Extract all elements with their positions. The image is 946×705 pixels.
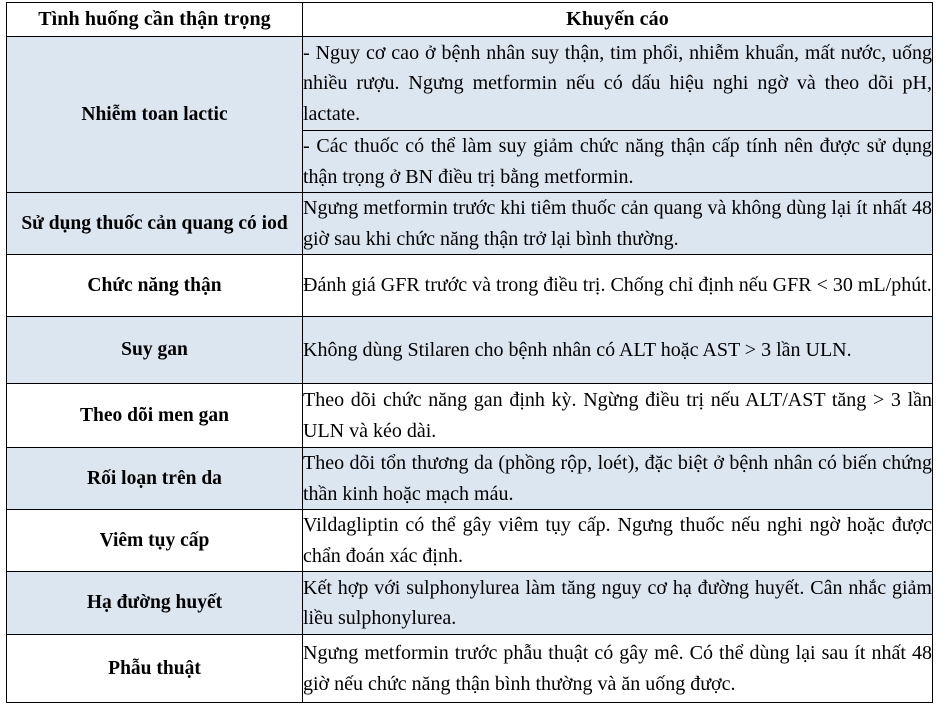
row-recommendation-skin-disorders: Theo dõi tổn thương da (phồng rộp, loét), đặc biệt ở bệnh nhân có biến chứng thần kinh hoặc mạch máu. (303, 448, 933, 510)
row-recommendation-surgery: Ngưng metformin trước phẫu thuật có gây mê. Có thể dùng lại sau ít nhất 48 giờ nếu chức năng thận bình thường và ăn uống được. (303, 635, 933, 703)
table-row (7, 317, 933, 384)
row-recommendation-hypoglycemia: Kết hợp với sulphonylurea làm tăng nguy cơ hạ đường huyết. Cân nhắc giảm liều sulphonylurea. (303, 572, 933, 635)
row-label-acute-pancreatitis: Viêm tụy cấp (7, 510, 303, 572)
row-recommendation-hepatic-impairment: Không dùng Stilaren cho bệnh nhân có ALT hoặc AST > 3 lần ULN. (303, 317, 933, 384)
table-row (7, 635, 933, 703)
table-row (7, 255, 933, 317)
table-header-row (7, 3, 933, 37)
row-recommendation-renal-function: Đánh giá GFR trước và trong điều trị. Chống chỉ định nếu GFR < 30 mL/phút. (303, 255, 933, 317)
table-body (7, 37, 933, 703)
row-label-iodinated-contrast: Sử dụng thuốc cản quang có iod (7, 193, 303, 255)
table-row (7, 510, 933, 572)
row-recommendation-liver-enzyme-monitoring: Theo dõi chức năng gan định kỳ. Ngừng điều trị nếu ALT/AST tăng > 3 lần ULN và kéo dài. (303, 384, 933, 448)
row-label-lactic-acidosis: Nhiễm toan lactic (7, 37, 303, 193)
column-header-situation: Tình huống cần thận trọng (7, 3, 303, 37)
table-row (7, 384, 933, 448)
row-label-renal-function: Chức năng thận (7, 255, 303, 317)
row-label-surgery: Phẫu thuật (7, 635, 303, 703)
table-header (7, 3, 933, 37)
table-row (7, 448, 933, 510)
row-label-liver-enzyme-monitoring: Theo dõi men gan (7, 384, 303, 448)
row-label-hypoglycemia: Hạ đường huyết (7, 572, 303, 635)
precautions-table (6, 2, 933, 703)
row-recommendation-iodinated-contrast: Ngưng metformin trước khi tiêm thuốc cản quang và không dùng lại ít nhất 48 giờ sau khi chức năng thận trở lại bình thường. (303, 193, 933, 255)
row-recommendation-lactic-acidosis-2: - Các thuốc có thể làm suy giảm chức năng thận cấp tính nên được sử dụng thận trọng ở BN điều trị bằng metformin. (303, 131, 933, 193)
row-label-hepatic-impairment: Suy gan (7, 317, 303, 384)
row-recommendation-acute-pancreatitis: Vildagliptin có thể gây viêm tụy cấp. Ngưng thuốc nếu nghi ngờ hoặc được chẩn đoán xác định. (303, 510, 933, 572)
row-label-skin-disorders: Rối loạn trên da (7, 448, 303, 510)
column-header-recommendation: Khuyến cáo (303, 3, 933, 37)
table-row (7, 193, 933, 255)
table-row (7, 572, 933, 635)
row-recommendation-lactic-acidosis-1: - Nguy cơ cao ở bệnh nhân suy thận, tim phổi, nhiễm khuẩn, mất nước, uống nhiều rượu. Ngưng metformin nếu có dấu hiệu nghi ngờ và theo dõi pH, lactate. (303, 37, 933, 131)
table-row (7, 37, 933, 131)
